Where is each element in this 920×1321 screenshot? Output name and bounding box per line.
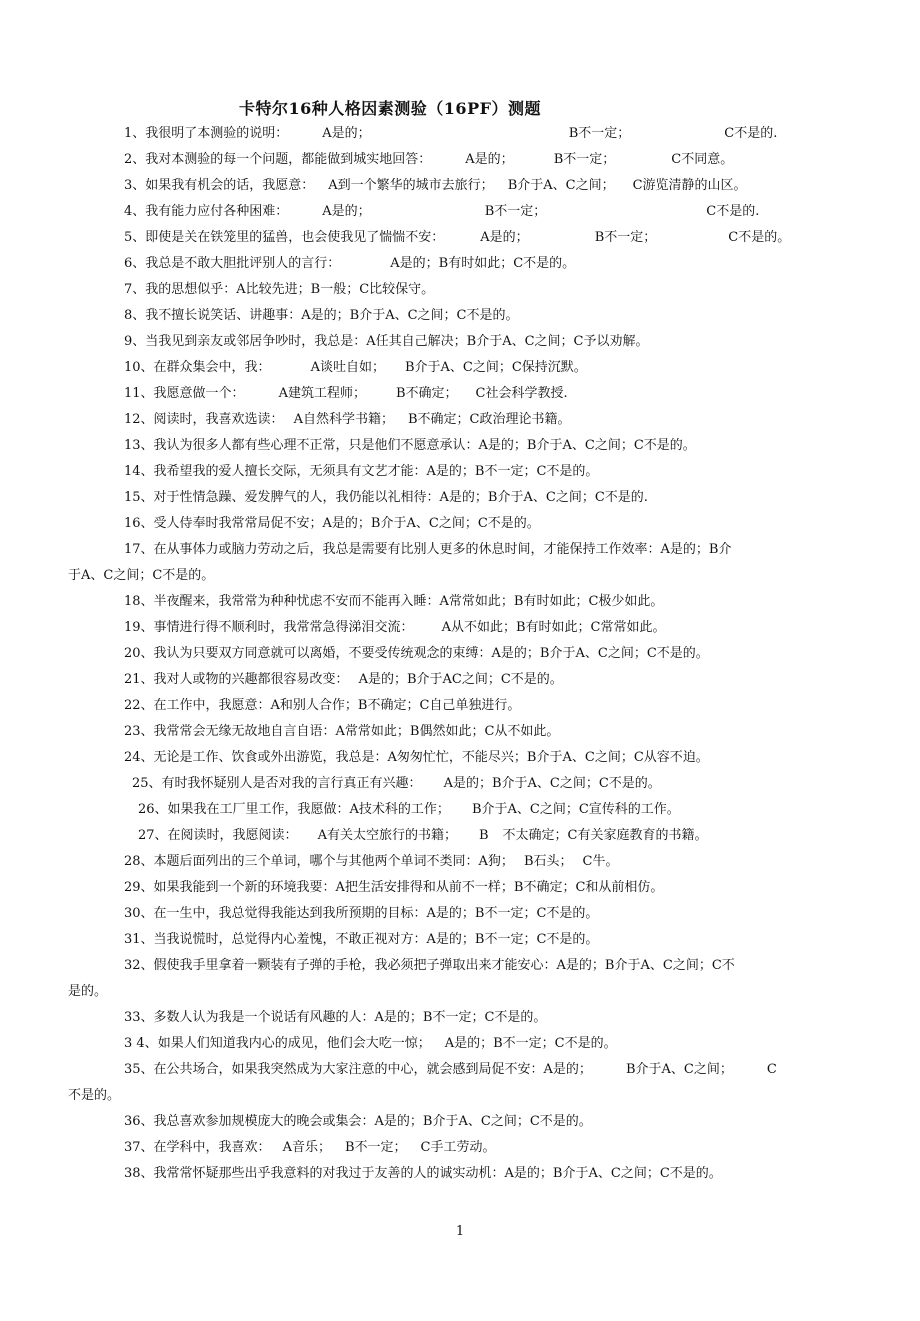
answer-option: A从不如此；B有时如此；C常常如此。 (441, 620, 666, 635)
answer-option: A是的；B介于AC之间；C不是的。 (358, 672, 563, 687)
question-number: 31、 (124, 932, 154, 947)
question-number: 9、 (124, 334, 146, 349)
question-text: 本题后面列出的三个单词，哪个与其他两个单词不类同：A狗； (153, 854, 514, 869)
question-text-continued: 不是的。 (68, 1088, 121, 1103)
question-text: 在群众集会中，我： (153, 360, 271, 375)
question-number: 25、 (132, 776, 162, 791)
question-item (96, 1135, 856, 1161)
question-number: 38、 (124, 1166, 154, 1181)
answer-option: C牛。 (582, 854, 619, 869)
answer-option: B不一定； (553, 152, 616, 167)
question-item (96, 823, 856, 849)
question-item (96, 121, 856, 147)
answer-option: A是的； (480, 230, 529, 245)
question-text: 如果我在工厂里工作，我愿做：A技术科的工作； (167, 802, 450, 817)
question-text: 有时我怀疑别人是否对我的言行真正有兴趣： (161, 776, 422, 791)
question-number: 8、 (124, 308, 146, 323)
answer-option: B不一定； (344, 1140, 407, 1155)
question-number: 22、 (124, 698, 154, 713)
title-text: 卡特尔16种人格因素测验（16PF）测题 (239, 99, 541, 118)
question-number: 23、 (124, 724, 154, 739)
answer-option: A有关太空旅行的书籍； (317, 828, 457, 843)
question-number: 5、 (124, 230, 146, 245)
answer-option: B石头； (523, 854, 573, 869)
question-text: 我愿意做一个： (153, 386, 245, 401)
question-item (96, 277, 856, 303)
page-title (0, 96, 920, 119)
question-item (96, 303, 856, 329)
question-number: 26、 (138, 802, 168, 817)
question-item (96, 251, 856, 277)
answer-option: B介于A、C之间； (625, 1062, 733, 1077)
question-item (96, 1005, 856, 1031)
question-text: 如果我有机会的话，我愿意： (145, 178, 315, 193)
question-number: 35、 (124, 1062, 154, 1077)
question-item (96, 875, 856, 901)
answer-option: B介于A、C之间； (507, 178, 615, 193)
question-item (96, 849, 856, 875)
question-number: 16、 (124, 516, 154, 531)
answer-option: B不确定；C政治理论书籍。 (407, 412, 571, 427)
question-item (68, 537, 856, 589)
answer-option: B不一定； (568, 126, 631, 141)
question-text: 在工作中，我愿意：A和别人合作；B不确定；C自己单独进行。 (153, 698, 521, 713)
answer-option: A自然科学书籍； (293, 412, 394, 427)
answer-option: A是的； (465, 152, 514, 167)
question-item (96, 797, 856, 823)
question-number: 12、 (124, 412, 154, 427)
answer-option: A到一个繁华的城市去旅行； (328, 178, 494, 193)
question-item (96, 693, 856, 719)
question-item (96, 771, 856, 797)
question-number: 7、 (124, 282, 146, 297)
question-number: 28、 (124, 854, 154, 869)
answer-option: A是的； (322, 126, 371, 141)
question-item (96, 225, 856, 251)
question-text: 如果我能到一个新的环境我要：A把生活安排得和从前不一样；B不确定；C和从前相仿。 (153, 880, 664, 895)
question-text: 我对人或物的兴趣都很容易改变： (153, 672, 349, 687)
question-item (96, 433, 856, 459)
answer-option: B (478, 828, 489, 843)
question-text-continued: 于A、C之间；C不是的。 (68, 568, 215, 583)
question-number: 19、 (124, 620, 154, 635)
question-item (96, 355, 856, 381)
question-text: 当我见到亲友或邻居争吵时，我总是：A任其自己解决；B介于A、C之间；C予以劝解。 (145, 334, 649, 349)
answer-option: B介于A、C之间；C宣传科的工作。 (471, 802, 680, 817)
question-item (96, 1109, 856, 1135)
question-item (96, 927, 856, 953)
question-text: 我认为只要双方同意就可以离婚，不要受传统观念的束缚：A是的；B介于A、C之间；C不是的。 (153, 646, 709, 661)
question-number: 1、 (124, 126, 146, 141)
answer-option: C游览清静的山区。 (632, 178, 747, 193)
question-number: 37、 (124, 1140, 154, 1155)
answer-option: A音乐； (282, 1140, 331, 1155)
question-item (68, 1057, 856, 1109)
answer-option: A是的；B有时如此；C不是的。 (390, 256, 576, 271)
question-item (96, 459, 856, 485)
question-text: 对于性情急躁、爱发脾气的人，我仍能以礼相待：A是的；B介于A、C之间；C不是的. (153, 490, 648, 505)
question-item (96, 147, 856, 173)
question-number: 32、 (124, 958, 154, 973)
answer-option: C社会科学教授. (475, 386, 568, 401)
question-text: 在公共场合，如果我突然成为大家注意的中心，就会感到局促不安：A是的； (153, 1062, 592, 1077)
question-number: 29、 (124, 880, 154, 895)
answer-option: A谈吐自如； (310, 360, 385, 375)
answer-option: B不一定； (594, 230, 657, 245)
question-text: 在一生中，我总觉得我能达到我所预期的目标：A是的；B不一定；C不是的。 (153, 906, 599, 921)
question-number: 30、 (124, 906, 154, 921)
question-item (96, 745, 856, 771)
question-text: 事情进行得不顺利时，我常常急得涕泪交流： (153, 620, 414, 635)
question-item (96, 589, 856, 615)
question-number: 36、 (124, 1114, 154, 1129)
question-text: 当我说慌时，总觉得内心羞愧，不敢正视对方：A是的；B不一定；C不是的。 (153, 932, 599, 947)
question-item (96, 199, 856, 225)
question-text: 即使是关在铁笼里的猛兽，也会使我见了惴惴不安： (145, 230, 445, 245)
question-list (68, 121, 856, 1187)
answer-option: A是的；B不一定；C不是的。 (444, 1036, 617, 1051)
answer-option: A建筑工程师； (278, 386, 366, 401)
question-number: 4、 (124, 204, 146, 219)
question-item (96, 407, 856, 433)
answer-option: B介于A、C之间；C保持沉默。 (404, 360, 587, 375)
question-item (96, 381, 856, 407)
question-item (96, 641, 856, 667)
question-text: 在从事体力或脑力劳动之后，我总是需要有比别人更多的休息时间，才能保持工作效率：A是的；B介 (153, 542, 732, 557)
question-item (96, 719, 856, 745)
question-number: 2、 (124, 152, 146, 167)
question-text: 我对本测验的每一个问题，都能做到城实地回答： (145, 152, 432, 167)
question-number: 33、 (124, 1010, 154, 1025)
question-text: 在阅读时，我愿阅读： (167, 828, 298, 843)
answer-option: B不一定； (484, 204, 547, 219)
question-number: 27、 (138, 828, 168, 843)
page-number: 1 (455, 1224, 465, 1239)
question-number: 18、 (124, 594, 154, 609)
question-text: 我不擅长说笑话、讲趣事：A是的；B介于A、C之间；C不是的。 (145, 308, 519, 323)
answer-option: C不是的. (706, 204, 760, 219)
question-item (96, 485, 856, 511)
answer-option: A是的； (322, 204, 371, 219)
question-text: 半夜醒来，我常常为种种忧虑不安而不能再入睡：A常常如此；B有时如此；C极少如此。 (153, 594, 664, 609)
question-number: 10、 (124, 360, 154, 375)
answer-option: C手工劳动。 (420, 1140, 496, 1155)
question-item (96, 329, 856, 355)
question-text-continued: 是的。 (68, 984, 108, 999)
answer-option: C (766, 1062, 777, 1077)
question-text: 我希望我的爱人擅长交际，无须具有文艺才能：A是的；B不一定；C不是的。 (153, 464, 599, 479)
question-number: 6、 (124, 256, 146, 271)
question-item (68, 953, 856, 1005)
answer-option: C不同意。 (671, 152, 734, 167)
question-text: 我常常怀疑那些出乎我意料的对我过于友善的人的诚实动机：A是的；B介于A、C之间；C不是的。 (153, 1166, 722, 1181)
question-text: 我总喜欢参加规模庞大的晚会或集会：A是的；B介于A、C之间；C不是的。 (153, 1114, 592, 1129)
question-item (96, 1031, 856, 1057)
question-text: 我很明了本测验的说明： (145, 126, 289, 141)
question-text: 我常常会无缘无故地自言自语：A常常如此；B偶然如此；C从不如此。 (153, 724, 560, 739)
question-number: 3 4、 (124, 1036, 158, 1051)
question-text: 无论是工作、饮食或外出游览，我总是：A匆匆忙忙，不能尽兴；B介于A、C之间；C从容不迫。 (153, 750, 709, 765)
question-text: 我的思想似乎：A比较先进；B一般；C比较保守。 (145, 282, 435, 297)
answer-option: B不确定； (395, 386, 458, 401)
question-number: 13、 (124, 438, 154, 453)
question-number: 21、 (124, 672, 154, 687)
question-text: 我认为很多人都有些心理不正常，只是他们不愿意承认：A是的；B介于A、C之间；C不是的。 (153, 438, 696, 453)
answer-option: C不是的。 (728, 230, 791, 245)
question-text: 我总是不敢大胆批评别人的言行： (145, 256, 341, 271)
question-item (96, 901, 856, 927)
question-number: 20、 (124, 646, 154, 661)
question-item (96, 511, 856, 537)
question-number: 17、 (124, 542, 154, 557)
question-number: 3、 (124, 178, 146, 193)
question-item (96, 615, 856, 641)
question-number: 11、 (124, 386, 154, 401)
question-text: 我有能力应付各种困难： (145, 204, 289, 219)
question-text: 阅读时，我喜欢选读： (153, 412, 284, 427)
question-item (96, 1161, 856, 1187)
question-text: 如果人们知道我内心的成见，他们会大吃一惊； (157, 1036, 431, 1051)
question-item (96, 173, 856, 199)
answer-option: 不太确定；C有关家庭教育的书籍。 (502, 828, 708, 843)
question-text: 假使我手里拿着一颗装有子弹的手枪，我必须把子弹取出来才能安心：A是的；B介于A、C之间；C不 (153, 958, 735, 973)
question-number: 14、 (124, 464, 154, 479)
question-text: 多数人认为我是一个说话有风趣的人：A是的；B不一定；C不是的。 (153, 1010, 547, 1025)
answer-option: C不是的. (724, 126, 778, 141)
question-text: 受人侍奉时我常常局促不安；A是的；B介于A、C之间；C不是的。 (153, 516, 540, 531)
question-item (96, 667, 856, 693)
question-number: 24、 (124, 750, 154, 765)
question-text: 在学科中，我喜欢： (153, 1140, 271, 1155)
answer-option: A是的；B介于A、C之间；C不是的。 (443, 776, 661, 791)
question-number: 15、 (124, 490, 154, 505)
